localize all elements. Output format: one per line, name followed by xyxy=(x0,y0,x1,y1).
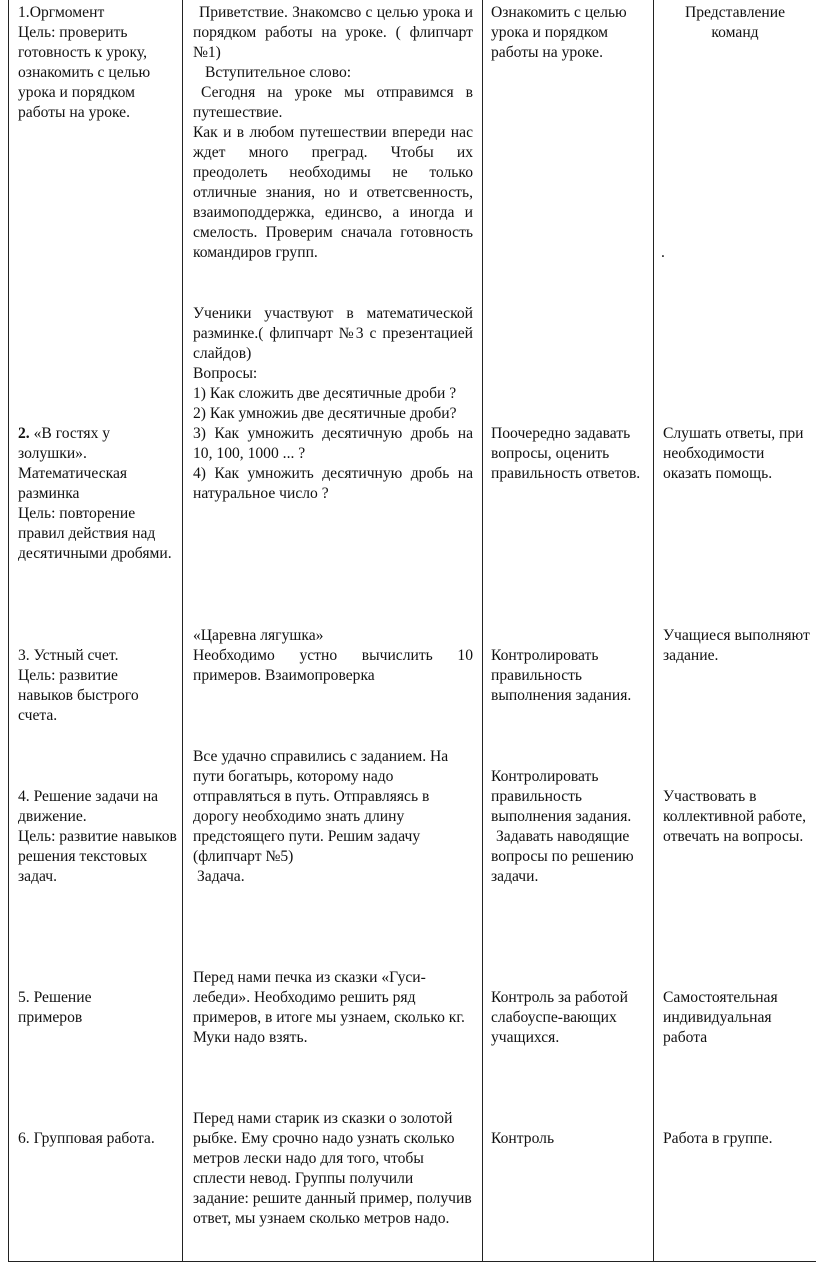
row-6-stage-title: 6. Групповая работа. xyxy=(18,1130,155,1147)
row-6-student-cell xyxy=(663,1129,813,1149)
row-3-teacher-title: «Царевна лягушка» xyxy=(193,627,324,644)
row-2-goal-cell xyxy=(491,424,641,484)
row-4-goal-questions-text: Задавать наводящие вопросы по решению задачи. xyxy=(491,828,634,885)
row-4-goal-cell xyxy=(491,767,647,887)
row-2-goal-text: Поочередно задавать вопросы, оценить правильность ответов. xyxy=(491,425,641,482)
row-3-student-text: Учащиеся выполняют задание. xyxy=(663,627,810,664)
row-1-teacher-cell xyxy=(193,3,473,263)
row-4-teacher-text: Все удачно справились с заданием. На пути богатырь, которому надо отправляться в путь. Отправляясь в дорогу необходимо знать длину предстоящего пути. Решим задачу (флипчарт №5) xyxy=(193,748,449,865)
row-2-stage-goal: Цель: повторение правил действия над десятичными дробями. xyxy=(18,505,172,562)
row-4-student-cell xyxy=(663,787,813,847)
row-3-stage-cell xyxy=(18,646,176,726)
row-2-stage-cell xyxy=(18,424,178,564)
table-border-left xyxy=(8,0,9,1262)
table-border-bottom xyxy=(8,1261,816,1262)
row-5-stage-cell xyxy=(18,988,158,1028)
row-3-teacher-text: Необходимо устно вычислить 10 примеров. Взаимопроверка xyxy=(193,647,473,684)
row-5-goal-cell xyxy=(491,988,647,1048)
row-1-goal-cell xyxy=(491,3,651,63)
row-5-student-text: Самостоятельная индивидуальная работа xyxy=(663,989,778,1046)
row-2-teacher-intro: Ученики участвуют в математической разминке.( флипчарт №3 с презентацией слайдов) xyxy=(193,305,473,362)
row-1-teacher-intro-text: Сегодня на уроке мы отправимся в путешествие. xyxy=(193,84,473,121)
row-4-teacher-cell xyxy=(193,747,475,887)
row-2-stage-number: 2. xyxy=(18,425,30,442)
row-5-teacher-text: Перед нами печка из сказки «Гуси-лебеди». Необходимо решить ряд примеров, в итоге мы узнаем, сколько кг. Муки надо взять. xyxy=(193,969,465,1046)
row-4-goal-text: Контролировать правильность выполнения задания. xyxy=(491,768,632,825)
row-4-stage-title: 4. Решение задачи на движение. xyxy=(18,788,159,825)
row-1-student-cell xyxy=(660,3,810,43)
row-2-teacher-question-3: 3) Как умножить десятичную дробь на 10, 100, 1000 ... ? xyxy=(193,425,473,462)
row-5-goal-text: Контроль за работой слабоуспе-вающих учащихся. xyxy=(491,989,628,1046)
row-4-stage-cell xyxy=(18,787,178,887)
column-divider-2 xyxy=(482,0,483,1262)
row-2-stage-title xyxy=(18,424,178,464)
row-1-stage-cell xyxy=(18,3,176,123)
column-divider-3 xyxy=(653,0,654,1262)
row-1-student-dot: . xyxy=(661,244,665,261)
row-6-stage-cell xyxy=(18,1129,158,1149)
column-divider-1 xyxy=(182,0,183,1262)
row-1-student-text: Представление команд xyxy=(684,4,786,41)
row-6-teacher-text: Перед нами старик из сказки о золотой рыбке. Ему срочно надо узнать сколько метров лески надо для того, чтобы сплести невод. Группы получили задание: решите данный пример, получив ответ, мы узнаем сколько метров надо. xyxy=(193,1110,472,1227)
row-4-student-text: Участвовать в коллективной работе, отвечать на вопросы. xyxy=(663,788,807,845)
row-4-teacher-task-label: Задача. xyxy=(197,868,245,885)
row-1-stage-goal: Цель: проверить готовность к уроку, ознакомить с целью урока и порядком работы на уроке. xyxy=(18,24,151,121)
row-5-stage-title: 5. Решение примеров xyxy=(18,989,92,1026)
row-6-goal-cell xyxy=(491,1129,641,1149)
row-2-teacher-question-1: 1) Как сложить две десятичные дроби ? xyxy=(193,385,457,402)
row-2-teacher-question-4: 4) Как умножить десятичную дробь на натуральное число ? xyxy=(193,465,473,502)
row-2-teacher-questions-label: Вопросы: xyxy=(193,365,258,382)
row-4-stage-goal: Цель: развитие навыков решения текстовых задач. xyxy=(18,828,177,885)
row-6-student-text: Работа в группе. xyxy=(663,1130,773,1147)
row-2-stage-subtitle: Математическая разминка xyxy=(18,465,128,502)
row-3-teacher-cell xyxy=(193,626,473,686)
row-6-goal-text: Контроль xyxy=(491,1130,555,1147)
row-3-goal-cell xyxy=(491,646,641,706)
row-5-student-cell xyxy=(663,988,813,1048)
row-2-teacher-cell xyxy=(193,304,473,504)
row-1-teacher-greeting: Приветствие. Знакомсво с целью урока и порядком работы на уроке. ( флипчарт №1) xyxy=(193,4,473,61)
row-1-teacher-intro-label: Вступительное слово: xyxy=(205,64,352,81)
row-3-stage-goal: Цель: развитие навыков быстрого счета. xyxy=(18,667,139,724)
row-2-student-cell xyxy=(663,424,813,484)
row-2-teacher-question-2: 2) Как умножиь две десятичные дроби? xyxy=(193,405,457,422)
row-6-teacher-cell xyxy=(193,1109,473,1229)
row-3-student-cell xyxy=(663,626,813,666)
row-1-stage-title: 1.Оргмомент xyxy=(18,4,105,21)
row-2-student-text: Слушать ответы, при необходимости оказать помощь. xyxy=(663,425,804,482)
row-1-teacher-journey-text: Как и в любом путешествии впереди нас ждет много преград. Чтобы их преодолеть необходимы не только отличные знания, но и ответсвенность, взаимоподдержка, единсво, а иногда и смелость. Проверим сначала готовность командиров групп. xyxy=(193,124,473,261)
row-5-teacher-cell xyxy=(193,968,473,1048)
row-2-stage-name: «В гостях у золушки». xyxy=(18,425,111,462)
row-3-stage-title: 3. Устный счет. xyxy=(18,647,119,664)
row-1-goal-text: Ознакомить с целью урока и порядком работы на уроке. xyxy=(491,4,627,61)
row-3-goal-text: Контролировать правильность выполнения задания. xyxy=(491,647,632,704)
